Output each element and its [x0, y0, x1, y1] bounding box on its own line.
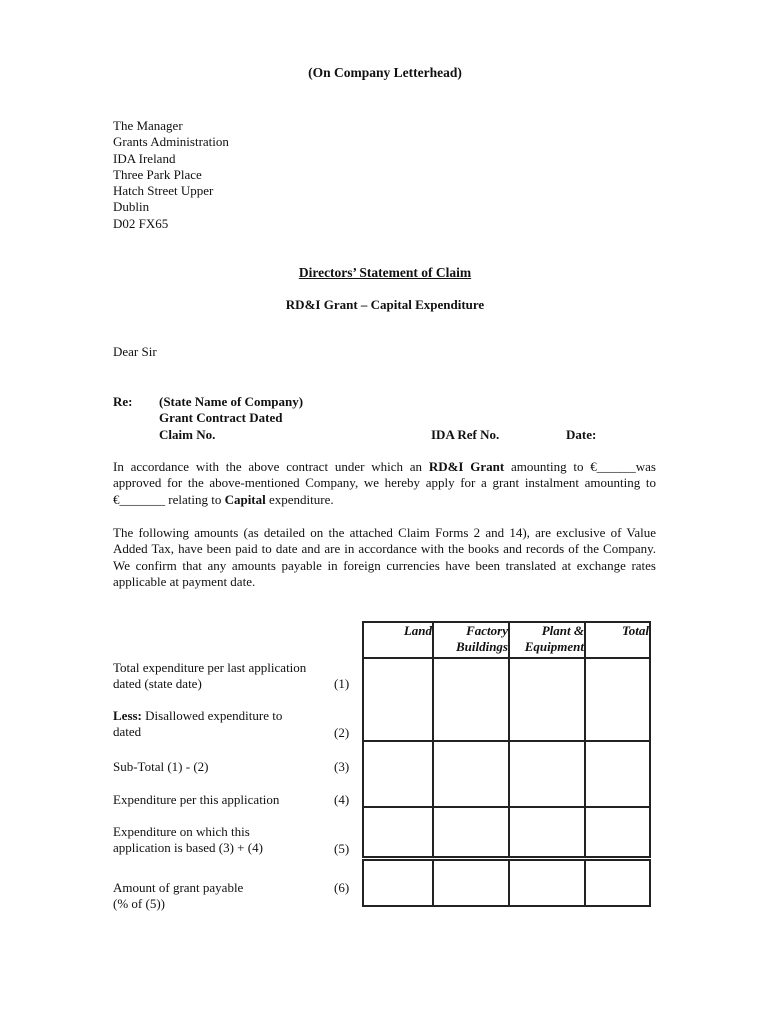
table-cell[interactable]: [433, 807, 509, 858]
grant-contract-dated: Grant Contract Dated: [159, 410, 283, 426]
table-row: [363, 858, 650, 906]
grant-type: RD&I Grant: [428, 459, 505, 474]
header-text: Equipment: [524, 639, 584, 654]
table-cell[interactable]: [509, 807, 585, 858]
row-number-6: (6): [334, 880, 350, 895]
header-text: Land: [403, 623, 432, 638]
row-label-4: Expenditure per this application: [113, 792, 280, 807]
column-header-plant-equipment: [509, 622, 585, 658]
ida-ref-number: IDA Ref No.: [431, 427, 500, 442]
row-label-6: [113, 880, 243, 913]
re-details: [159, 394, 303, 443]
row-label-text: Total expenditure per last application: [113, 660, 307, 675]
company-name-placeholder: (State Name of Company): [159, 394, 304, 409]
table-row: [363, 807, 650, 858]
row-label-text: dated (state date): [113, 676, 202, 692]
para-text: In accordance with the above contract under which an: [113, 459, 429, 474]
para-text: amounting to €______was approved for the above-mentioned Company, we hereby apply for a grant instalment amounting to €_______ relating to: [113, 459, 656, 507]
table-cell[interactable]: [363, 658, 433, 741]
column-header-factory-buildings: [433, 622, 509, 658]
table-cell[interactable]: [585, 741, 650, 807]
table-cell[interactable]: [363, 807, 433, 858]
column-header-land: [363, 622, 433, 658]
column-header-total: [585, 622, 650, 658]
para-text: expenditure.: [265, 491, 334, 507]
recipient-address: [113, 118, 229, 232]
address-line: Dublin: [113, 199, 150, 215]
header-text: Plant &: [541, 623, 584, 638]
row-label-text: (% of (5)): [113, 896, 165, 912]
header-text: Buildings: [455, 639, 508, 654]
table-row: [363, 658, 650, 741]
row-number-5: (5): [334, 841, 350, 856]
row-label-1: [113, 660, 306, 693]
table-cell[interactable]: [433, 741, 509, 807]
row-label-5: [113, 824, 263, 857]
address-line: Hatch Street Upper: [113, 183, 214, 199]
table-row: [363, 741, 650, 807]
table-cell[interactable]: [509, 658, 585, 741]
header-text: Factory: [466, 623, 508, 638]
table-cell[interactable]: [585, 658, 650, 741]
less-label: Less:: [113, 708, 142, 723]
row-label-text: Expenditure on which this: [113, 824, 250, 839]
row-label-text: Amount of grant payable: [113, 880, 244, 895]
table-cell[interactable]: [433, 858, 509, 906]
table-cell[interactable]: [363, 741, 433, 807]
salutation: Dear Sir: [113, 344, 157, 359]
address-line: D02 FX65: [113, 215, 169, 231]
header-text: Total: [622, 623, 649, 638]
row-number-3: (3): [334, 759, 350, 774]
table-cell[interactable]: [509, 858, 585, 906]
re-label: Re:: [113, 394, 133, 409]
address-line: Three Park Place: [113, 166, 202, 182]
row-number-2: (2): [334, 725, 350, 740]
table-cell[interactable]: [585, 807, 650, 858]
declaration-paragraph: The following amounts (as detailed on the attached Claim Forms 2 and 14), are exclusive of Value Added Tax, have been paid to date and are in accordance with the books and records of the Company. We confirm that any amounts payable in foreign currencies have been translated at exchange rates applicable at payment date.: [113, 525, 656, 589]
row-label-3: Sub-Total (1) - (2): [113, 759, 209, 774]
table-cell[interactable]: [433, 658, 509, 741]
table-cell[interactable]: [509, 741, 585, 807]
application-paragraph: [113, 459, 656, 508]
claim-date: Date:: [566, 427, 597, 442]
letterhead-note: (On Company Letterhead): [308, 65, 462, 80]
row-label-text: Disallowed expenditure to: [141, 708, 283, 723]
document-subtitle: RD&I Grant – Capital Expenditure: [285, 297, 485, 312]
table-cell[interactable]: [363, 858, 433, 906]
row-label-2: [113, 708, 282, 741]
document-title: Directors’ Statement of Claim: [298, 265, 472, 280]
row-number-1: (1): [334, 676, 350, 691]
row-label-text: application is based (3) + (4): [113, 840, 263, 856]
expenditure-type: Capital: [224, 491, 266, 507]
address-line: IDA Ireland: [113, 150, 176, 166]
address-line: The Manager: [113, 118, 183, 133]
claim-number: Claim No.: [159, 426, 216, 442]
table-cell[interactable]: [585, 858, 650, 906]
row-label-text: dated: [113, 724, 142, 740]
expenditure-table: [362, 621, 651, 907]
address-line: Grants Administration: [113, 134, 229, 150]
row-number-4: (4): [334, 792, 350, 807]
